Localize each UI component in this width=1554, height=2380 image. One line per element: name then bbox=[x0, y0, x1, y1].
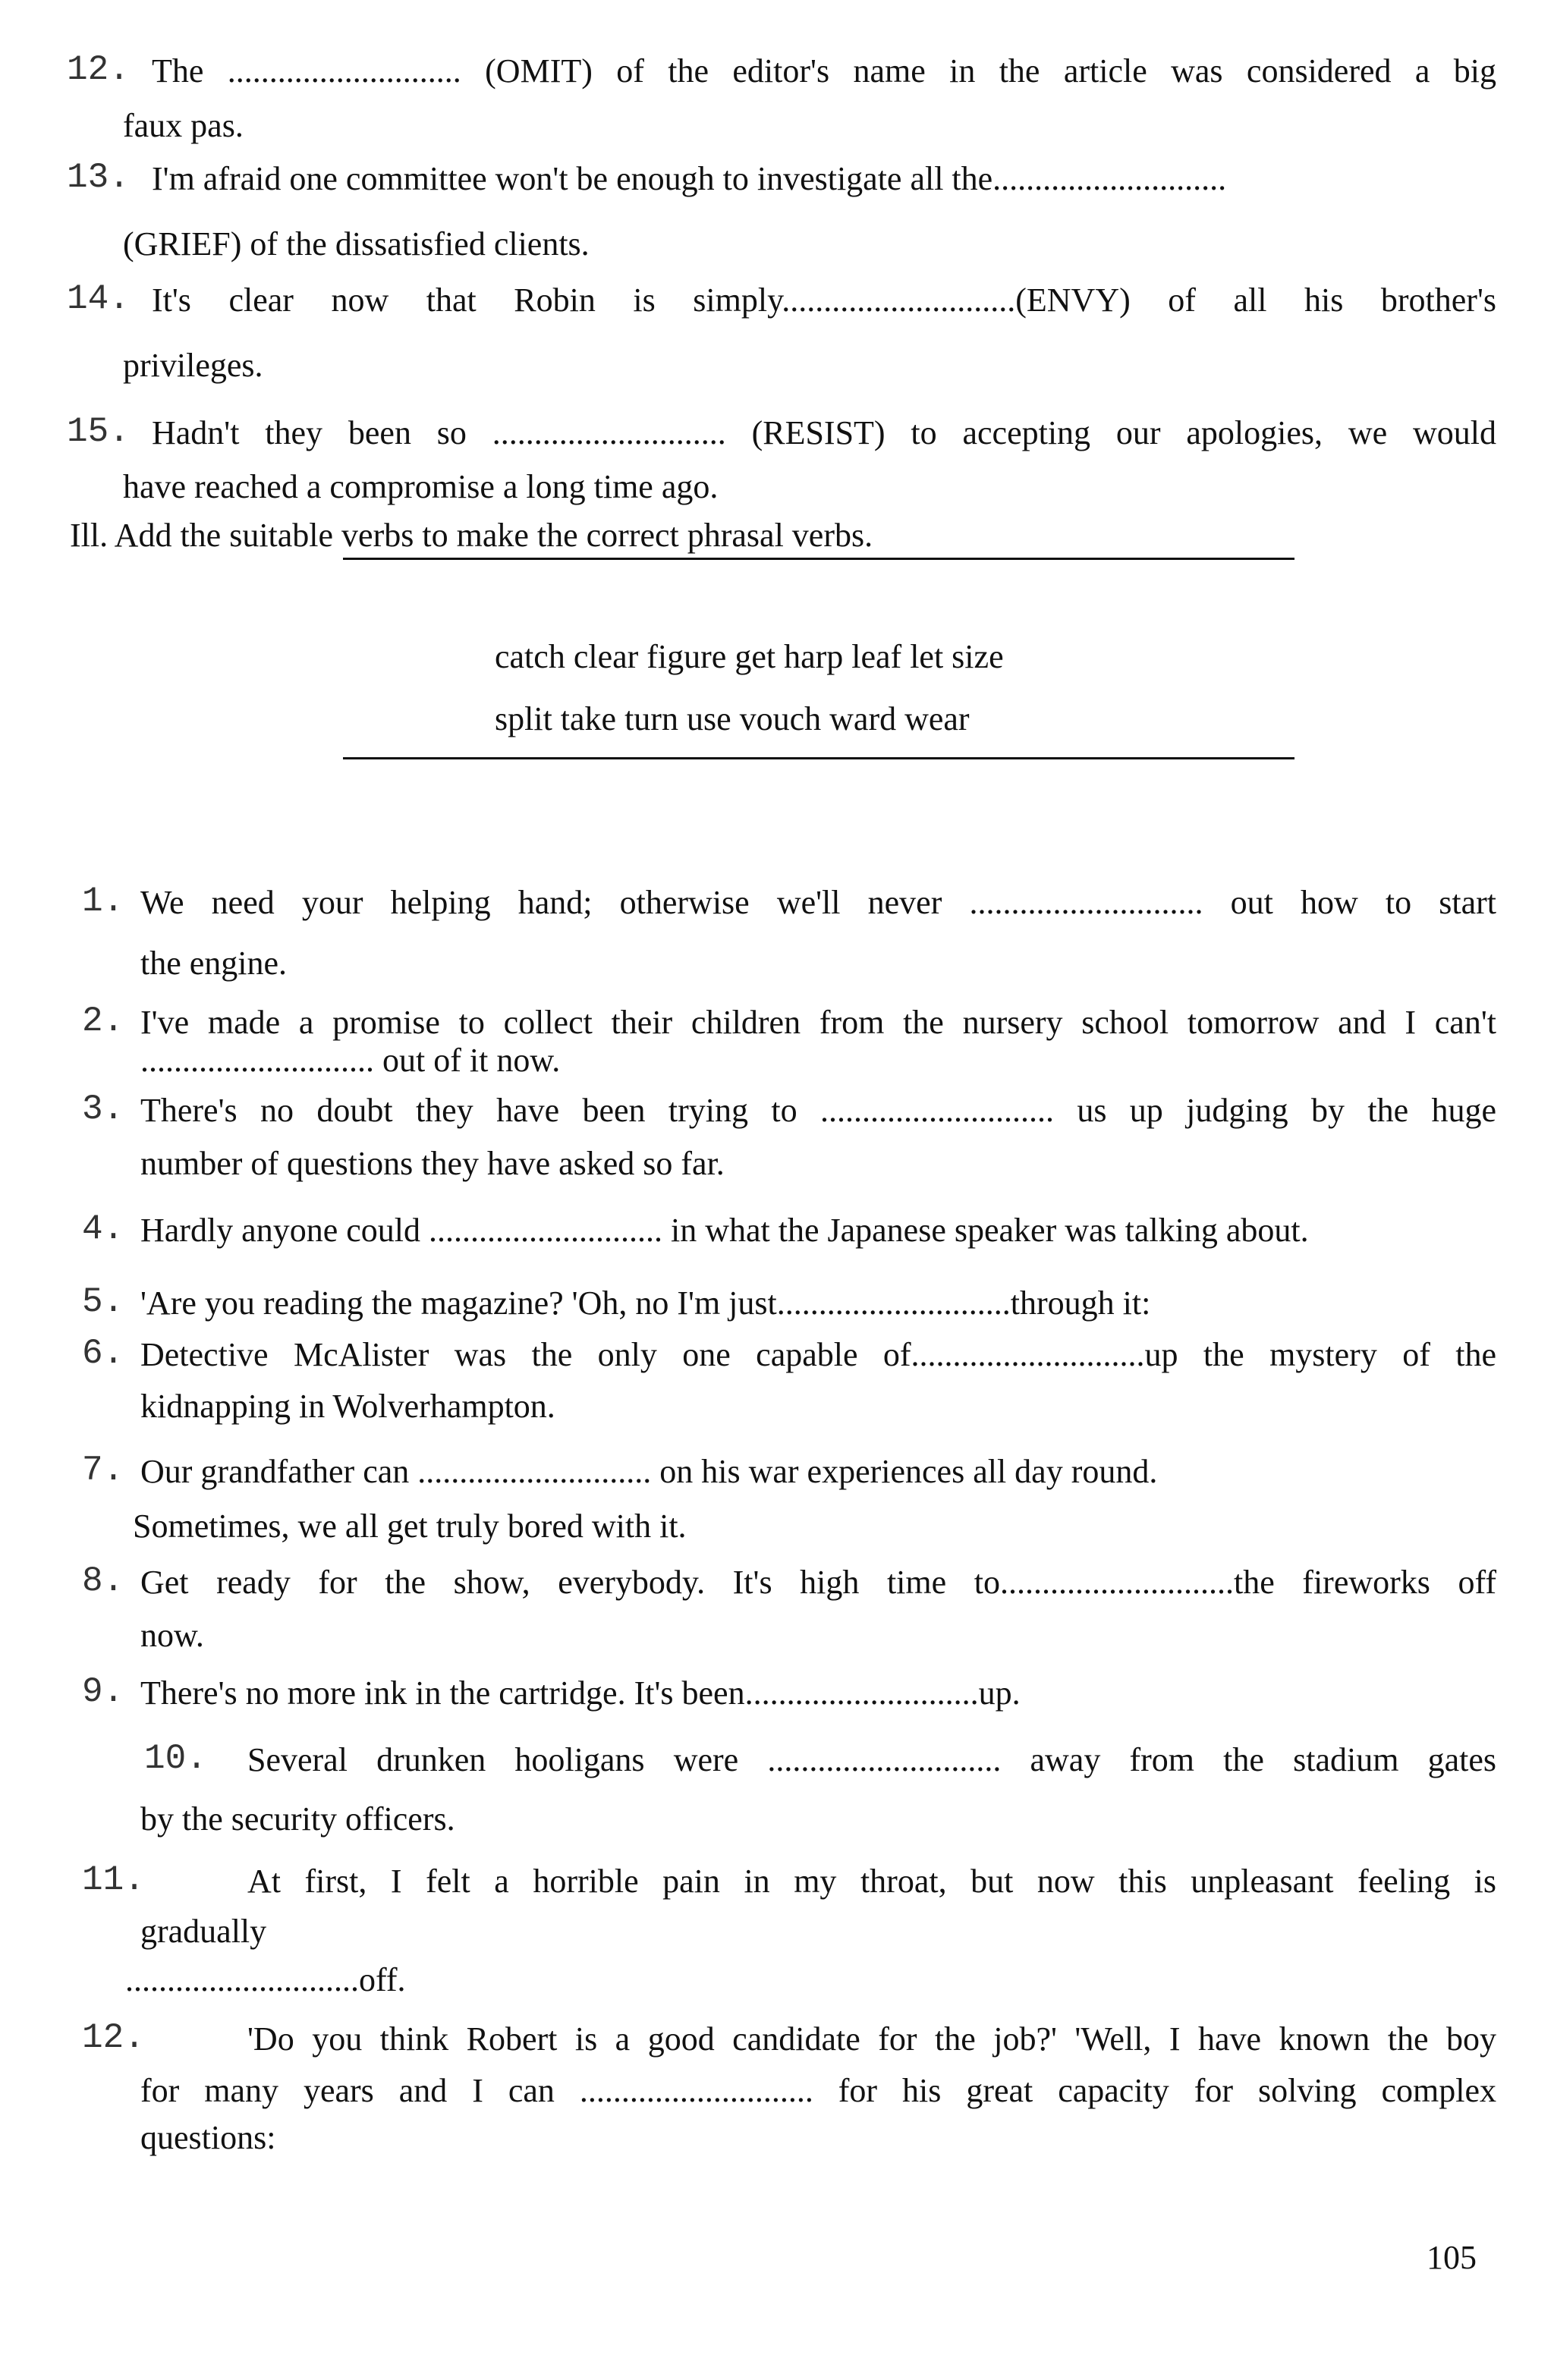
sentence-line: gradually bbox=[140, 1913, 267, 1950]
sentence-line: kidnapping in Wolverhampton. bbox=[140, 1388, 555, 1425]
sentence-line: Our grandfather can ............................ on his war experiences all day round. bbox=[140, 1453, 1158, 1490]
sentence-line: We need your helping hand; otherwise we'll never ............................ out how to start bbox=[140, 884, 1496, 921]
item-number: 10. bbox=[144, 1739, 207, 1778]
sentence-line: There's no more ink in the cartridge. It's been............................up. bbox=[140, 1674, 1021, 1712]
sentence-line: The ............................ (OMIT) of the editor's name in the article was considered a big bbox=[152, 52, 1496, 90]
word-box-line: catch clear figure get harp leaf let size bbox=[495, 638, 1004, 675]
sentence-line: At first, I felt a horrible pain in my throat, but now this unpleasant feeling is bbox=[247, 1863, 1496, 1900]
sentence-line: privileges. bbox=[123, 347, 263, 384]
sentence-line: Hadn't they been so ............................ (RESIST) to accepting our apologies, we would bbox=[152, 414, 1496, 451]
word-box-bottom-rule bbox=[343, 757, 1294, 759]
sentence-line: the engine. bbox=[140, 945, 288, 982]
sentence-line: (GRIEF) of the dissatisfied clients. bbox=[123, 225, 590, 263]
item-number: 11. bbox=[82, 1860, 145, 1900]
item-number: 9. bbox=[82, 1672, 124, 1712]
item-number: 6. bbox=[82, 1334, 124, 1373]
sentence-line: number of questions they have asked so far. bbox=[140, 1145, 725, 1182]
sentence-line: 'Are you reading the magazine? 'Oh, no I'm just............................through it: bbox=[140, 1284, 1151, 1322]
section-heading: Ill. Add the suitable verbs to make the correct phrasal verbs. bbox=[70, 517, 873, 554]
item-number: 5. bbox=[82, 1282, 124, 1322]
word-box-line: split take turn use vouch ward wear bbox=[495, 700, 970, 737]
page-number: 105 bbox=[1427, 2239, 1477, 2276]
sentence-line: Detective McAlister was the only one capable of............................up the mystery of the bbox=[140, 1336, 1496, 1373]
item-number: 14. bbox=[67, 279, 130, 319]
item-number: 12. bbox=[82, 2018, 145, 2058]
sentence-line: ............................off. bbox=[125, 1961, 406, 1998]
item-number: 4. bbox=[82, 1209, 124, 1249]
sentence-line: questions: bbox=[140, 2119, 276, 2156]
sentence-line: Hardly anyone could ............................ in what the Japanese speaker was talking about. bbox=[140, 1212, 1309, 1249]
sentence-line: It's clear now that Robin is simply............................(ENVY) of all his brother's bbox=[152, 281, 1496, 319]
sentence-line: I'm afraid one committee won't be enough to investigate all the............................ bbox=[152, 160, 1227, 197]
item-number: 15. bbox=[67, 412, 130, 451]
sentence-line: by the security officers. bbox=[140, 1800, 455, 1838]
item-number: 2. bbox=[82, 1001, 124, 1041]
sentence-line: Get ready for the show, everybody. It's high time to............................the fireworks off bbox=[140, 1564, 1496, 1601]
sentence-line: faux pas. bbox=[123, 107, 244, 144]
sentence-line: have reached a compromise a long time ago. bbox=[123, 468, 719, 505]
sentence-line: 'Do you think Robert is a good candidate for the job?' 'Well, I have known the boy bbox=[247, 2020, 1496, 2058]
sentence-line: There's no doubt they have been trying to ............................ us up judging by the huge bbox=[140, 1092, 1496, 1129]
sentence-line: Sometimes, we all get truly bored with it. bbox=[133, 1508, 687, 1545]
item-number: 3. bbox=[82, 1089, 124, 1129]
sentence-line: Several drunken hooligans were ............................ away from the stadium gates bbox=[247, 1741, 1496, 1778]
item-number: 7. bbox=[82, 1451, 124, 1490]
sentence-line: for many years and I can ............................ for his great capacity for solving complex bbox=[140, 2072, 1496, 2109]
sentence-line: ............................ out of it now. bbox=[140, 1042, 561, 1079]
item-number: 13. bbox=[67, 158, 130, 197]
item-number: 12. bbox=[67, 50, 130, 90]
word-box-top-rule bbox=[343, 558, 1294, 560]
sentence-line: I've made a promise to collect their children from the nursery school tomorrow and I can't bbox=[140, 1004, 1496, 1041]
item-number: 1. bbox=[82, 882, 124, 921]
item-number: 8. bbox=[82, 1561, 124, 1601]
sentence-line: now. bbox=[140, 1617, 204, 1654]
